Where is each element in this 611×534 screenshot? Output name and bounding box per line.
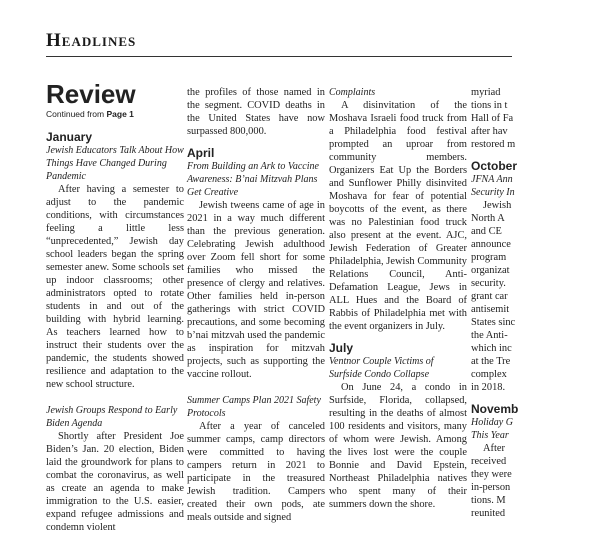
story-subheading: Holiday G [471, 417, 513, 428]
story-line: program [471, 252, 507, 263]
spacer [471, 394, 611, 402]
story-subheading: Ventnor Couple Victims of Surfside Condo Collapse [329, 356, 434, 380]
story-subheading: JFNA Ann [471, 174, 513, 185]
continued-from-note [46, 109, 184, 120]
story-body: On June 24, a condo in Surfside, Florida, collapsed, resulting in the deaths of almost 100 residents and visitors, many of whom were Jewish. Among the lives lost were the couple Bonnie and David Epstein, Northeast Philadelphia natives who spent many of their summers down the shore. [329, 382, 467, 510]
story-subheading-continued: Complaints [329, 87, 376, 98]
story-line: organizat [471, 265, 510, 276]
story-line: at the Tre [471, 356, 511, 367]
story-body: A disinvitation of the Moshava Israeli food truck from a Philadelphia food festival prompted an uproar from community members. Organizers Eat Up the Borders and Sunflower Philly disinvited Moshava for fear of potential boycotts of the event, as there was no Palestinian food truck also present at the event. AJC, Jewish Federation of Greater Philadelphia, Jewish Community Relations Council, Anti-Defamation League, Jews in ALL Hues and the Board of Rabbis of Philadelphia met with the event organizers in July. [329, 100, 467, 332]
story-line: reunited [471, 508, 506, 519]
month-heading-july: July [329, 341, 354, 355]
story-subheading: Jewish Groups Respond to Early Biden Agenda [46, 405, 178, 429]
story-line: tions. M [471, 495, 506, 506]
spacer [46, 391, 184, 404]
story-line: After [483, 443, 505, 454]
story-line: Jewish [483, 200, 512, 211]
column-4-cropped [471, 86, 611, 520]
story-subheading: Summer Camps Plan 2021 Safety Protocols [187, 395, 321, 419]
story-line: restored m [471, 139, 516, 150]
story-line: which inc [471, 343, 512, 354]
story-line: grant car [471, 291, 508, 302]
spacer [187, 138, 325, 146]
story-line: security. [471, 278, 506, 289]
story-line: States sinc [471, 317, 516, 328]
story-subheading: This Year [471, 430, 509, 441]
header-rule [46, 56, 512, 57]
story-body: After having a semester to adjust to the pandemic conditions, with circumstances feeling a little less “unprecedented,” Jewish day school leaders began the spring semester anew. Some schools set up indoor classrooms; other administrators opted to rotate students in and out of the building with hybrid learning. As teachers learned how to instruct their students over the pandemic, the students showed resilience and adaptation to the new school structure. [46, 184, 184, 390]
story-line: antisemit [471, 304, 510, 315]
story-line: complex [471, 369, 507, 380]
month-heading-october: October [471, 159, 518, 173]
spacer [329, 333, 467, 341]
spacer [471, 151, 611, 159]
story-subheading: From Building an Ark to Vaccine Awareness: B’nai Mitzvah Plans Get Creative [187, 161, 319, 198]
story-line: in 2018. [471, 382, 506, 393]
continued-prefix: Continued from [46, 109, 107, 119]
story-line: received [471, 456, 507, 467]
section-label: Headlines [46, 30, 137, 51]
story-body: Jewish tweens came of age in 2021 in a way much different than the previous generation. Celebrating Jewish adulthood over Zoom fell short for some families who missed the presence of clergy and relatives. Other families held in-person gatherings with strict COVID precautions, and some becoming b’nai mitzvah used the pandemic as inspiration for mitzvah projects, such as supporting the vaccine rollout. [187, 200, 325, 380]
continued-page-link[interactable]: Page 1 [106, 109, 134, 119]
story-subheading: Security In [471, 187, 515, 198]
story-subheading: Jewish Educators Talk About How Things Have Changed During Pandemic [46, 145, 184, 182]
story-line: announce [471, 239, 511, 250]
story-line: North A [471, 213, 505, 224]
story-line: in-person [471, 482, 511, 493]
column-3 [329, 86, 467, 511]
story-line: and CE [471, 226, 502, 237]
story-line: tions in t [471, 100, 508, 111]
story-line: myriad [471, 87, 501, 98]
story-line: after hav [471, 126, 508, 137]
story-line: Hall of Fa [471, 113, 514, 124]
story-line: they were [471, 469, 512, 480]
article-title: Review [46, 79, 136, 109]
column-2 [187, 86, 325, 524]
month-heading-november: Novemb [471, 402, 519, 416]
story-body-continued: the profiles of those named in the segment. COVID deaths in the United States have now surpassed 800,000. [187, 87, 325, 137]
spacer [187, 381, 325, 394]
month-heading-april: April [187, 146, 215, 160]
story-body: Shortly after President Joe Biden’s Jan. 20 election, Biden laid the groundwork for plans to combat the coronavirus, as well as create an agenda to make immigration to the U.S. easier, expand refugee admissions and condemn violent [46, 431, 184, 533]
story-body: After a year of canceled summer camps, camp directors were committed to having campers return in 2021 to participate in the treasured Jewish tradition. Campers created their own pods, ate meals outside and signed [187, 421, 325, 523]
column-1 [46, 80, 184, 534]
story-line: the Anti- [471, 330, 508, 341]
month-heading-january: January [46, 130, 93, 144]
